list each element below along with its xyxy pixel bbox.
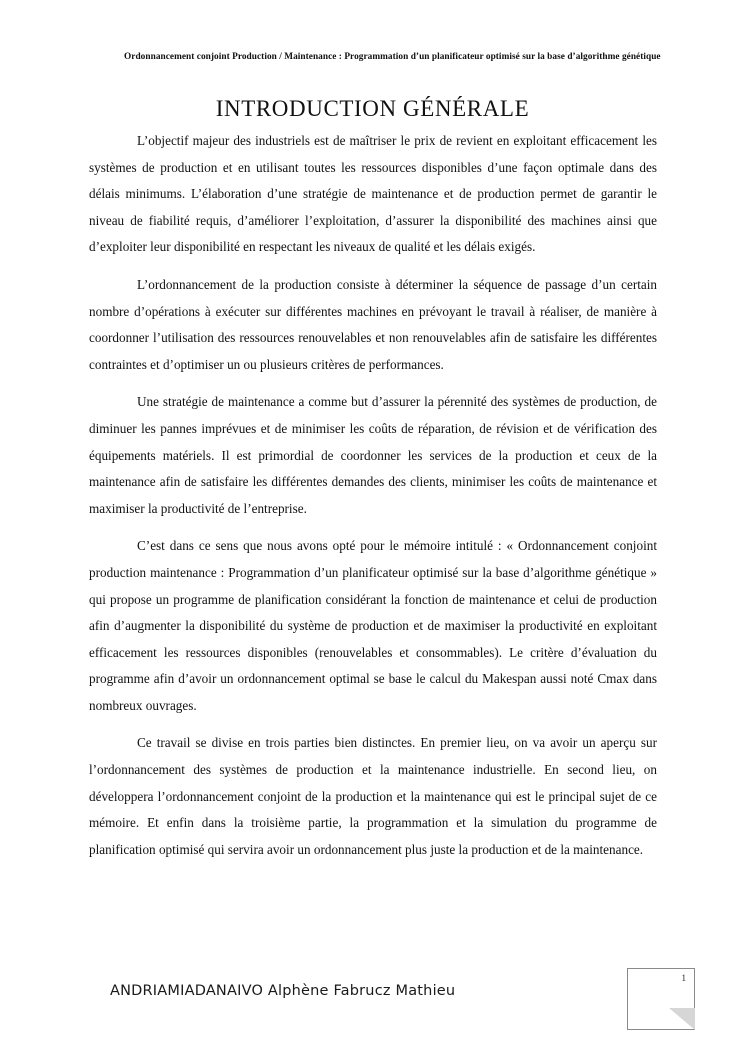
paragraph: Une stratégie de maintenance a comme but d’assurer la pérennité des systèmes de production, de diminuer les pannes imprévues et de minimiser les coûts de réparation, de révision et de vérification des équipements matériels. Il est primordial de coordonner les services de la production et ceux de la maintenance afin de satisfaire les différentes demandes des clients, minimiser les coûts de maintenance et maximiser la productivité de l’entreprise. — [89, 394, 657, 516]
paragraph: Ce travail se divise en trois parties bien distinctes. En premier lieu, on va avoir un aperçu sur l’ordonnancement des systèmes de production et la maintenance industrielle. En second lieu, on développera l’ordonnancement conjoint de la production et la maintenance qui est le principal sujet de ce mémoire. Et enfin dans la troisième partie, la programmation et la simulation du programme de planification optimisé qui servira avoir un ordonnancement plus juste la production et de la maintenance. — [89, 735, 657, 857]
paragraph: L’objectif majeur des industriels est de maîtriser le prix de revient en exploitant efficacement les systèmes de production et en utilisant toutes les ressources disponibles d’une façon optimale dans des délais minimums. L’élaboration d’une stratégie de maintenance et de production permet de garantir le niveau de fiabilité requis, d’améliorer l’exploitation, d’assurer la disponibilité des machines ainsi que d’exploiter leur disponibilité en respectant les niveaux de qualité et les délais exigés. — [89, 133, 657, 255]
paragraph: C’est dans ce sens que nous avons opté pour le mémoire intitulé : « Ordonnancement conjoint production maintenance : Programmation d’un planificateur optimisé sur la base d’algorithme génétique » qui propose un programme de planification considérant la fonction de maintenance et celui de production afin d’augmenter la disponibilité du système de production et de maximiser la productivité en exploitant efficacement les ressources disponibles (renouvelables et consommables). Le critère d’évaluation du programme afin d’avoir un ordonnancement optimal se base le calcul du Makespan aussi noté Cmax dans nombreux ouvrages. — [89, 538, 657, 713]
paragraph: L’ordonnancement de la production consiste à déterminer la séquence de passage d’un certain nombre d’opérations à exécuter sur différentes machines en prévoyant le travail à réaliser, de manière à coordonner l’utilisation des ressources renouvelables et non renouvelables afin de satisfaire les différentes contraintes et d’optimiser un ou plusieurs critères de performances. — [89, 276, 657, 372]
running-header — [124, 52, 661, 62]
running-header-text: Ordonnancement conjoint Production / Maintenance : Programmation d’un planificateur optimisé sur la base d’algorithme génétique — [124, 52, 661, 62]
page-fold-icon — [669, 1008, 695, 1030]
page-title: INTRODUCTION GÉNÉRALE — [215, 96, 530, 121]
page-number: 1 — [681, 973, 686, 983]
footer-author: ANDRIAMIADANAIVO Alphène Fabrucz Mathieu — [110, 983, 456, 999]
body-content — [89, 128, 657, 863]
